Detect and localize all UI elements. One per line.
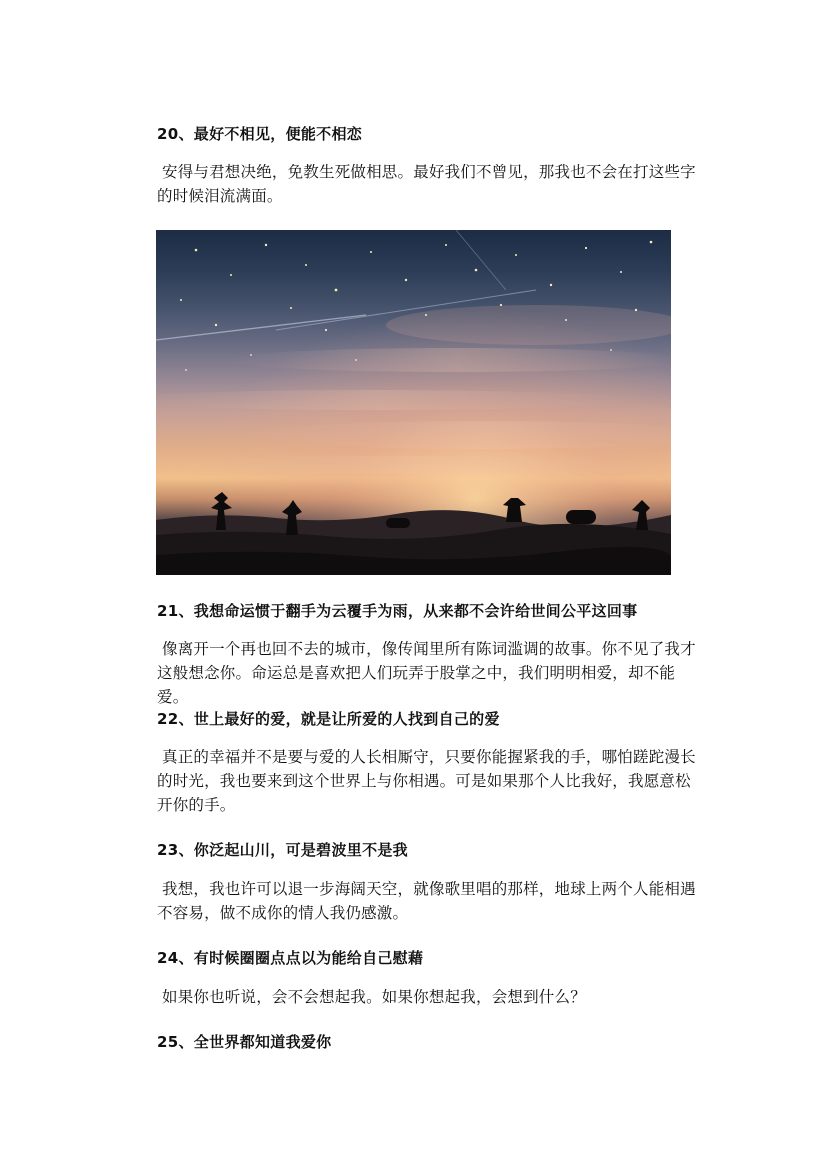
- section-21-body: 像离开一个再也回不去的城市，像传闻里所有陈词滥调的故事。你不见了我才这般想念你。命运总是喜欢把人们玩弄于股掌之中，我们明明相爱，却不能爱。: [157, 640, 696, 706]
- section-21-heading: 21、我想命运惯于翻手为云覆手为雨，从来都不会许给世间公平这回事: [157, 602, 638, 620]
- section-23-body: 我想，我也许可以退一步海阔天空，就像歌里唱的那样，地球上两个人能相遇不容易，做不成你的情人我仍感激。: [157, 880, 696, 922]
- section-23-heading: 23、你泛起山川，可是碧波里不是我: [157, 841, 408, 859]
- section-24-heading: 24、有时候圈圈点点以为能给自己慰藉: [157, 949, 424, 967]
- section-25-heading: 25、全世界都知道我爱你: [157, 1033, 332, 1051]
- section-22-body: 真正的幸福并不是要与爱的人长相厮守，只要你能握紧我的手，哪怕蹉跎漫长的时光，我也要来到这个世界上与你相遇。可是如果那个人比我好，我愿意松开你的手。: [157, 748, 696, 814]
- section-20-heading: 20、最好不相见，便能不相恋: [157, 125, 363, 143]
- sunset-sky-photo: [156, 230, 671, 575]
- section-20-body: 安得与君想决绝，免教生死做相思。最好我们不曾见，那我也不会在打这些字的时候泪流满面。: [157, 163, 696, 205]
- section-22-heading: 22、世上最好的爱，就是让所爱的人找到自己的爱: [157, 710, 500, 728]
- section-24-body: 如果你也听说，会不会想起我。如果你想起我，会想到什么？: [162, 988, 586, 1006]
